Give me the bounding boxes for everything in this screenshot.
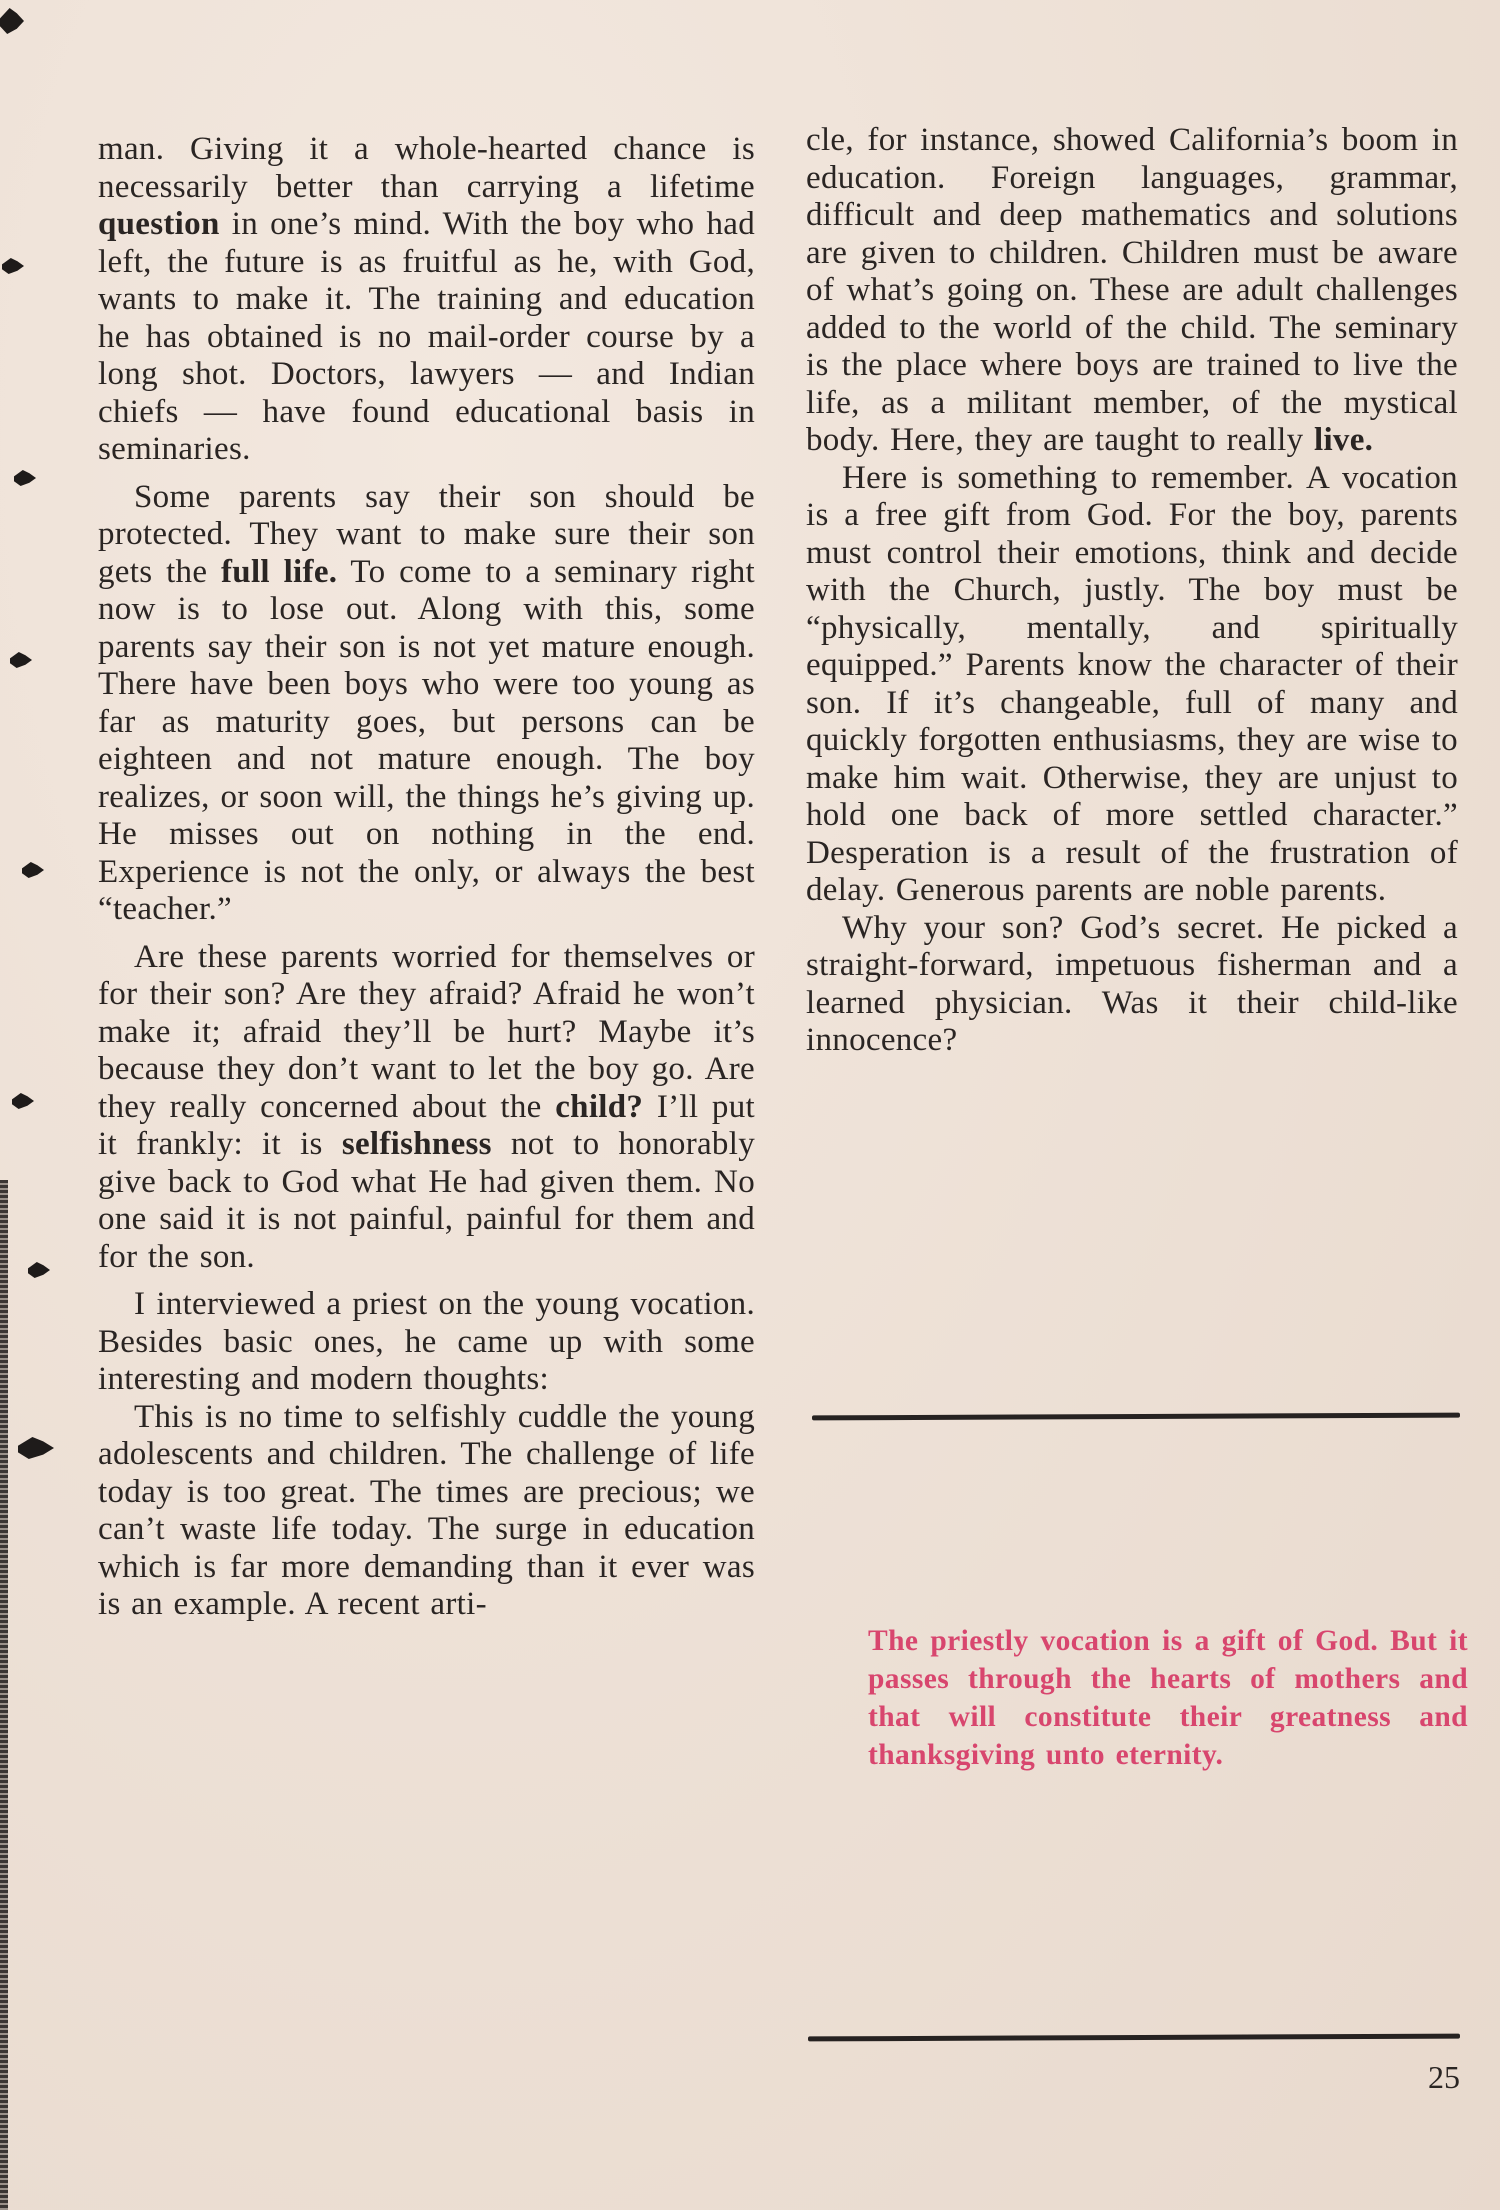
- emphasized-text: selfishness: [341, 1126, 492, 1162]
- article-paragraph: [98, 1286, 755, 1399]
- binding-hole: [22, 862, 44, 878]
- binding-hole: [0, 8, 24, 34]
- binding-hole: [2, 258, 24, 274]
- article-paragraph: [806, 122, 1458, 460]
- emphasized-text: live.: [1314, 422, 1374, 458]
- paragraph-text: Why your son? God’s secret. He picked a straight-forward, impetuous fisherman and a learned physician. Was it their child-like innocence?: [806, 909, 1458, 1058]
- article-paragraph: [98, 131, 755, 469]
- paragraph-text: Here is something to remember. A vocation is a free gift from God. For the boy, parents must control their emotions, think and decide with the Church, justly. The boy must be “physically, mentally, and spiritually equipped.” Parents know the character of their son. If it’s changeable, full of many and quickly forgotten enthusiasms, they are wise to make him wait. Otherwise, they are unjust to hold one back of more settled character.” Desperation is a result of the frustration of delay. Generous parents are noble parents.: [806, 459, 1458, 908]
- paragraph-text: man. Giving it a whole-hearted chance is necessarily better than carrying a lifetime: [98, 131, 755, 205]
- pull-quote-bottom-rule: [808, 2034, 1460, 2042]
- paragraph-text: Some parents say their son should be protected. They want to make sure their son gets the: [98, 478, 755, 590]
- paragraph-text: To come to a seminary right now is to lose out. Along with this, some parents say their son is not yet mature enough. There have been boys who were too young as far as maturity goes, but persons can be eighteen and not mature enough. The boy realizes, or soon will, the things he’s giving up. He misses out on nothing in the end. Experience is not the only, or always the best “teacher.”: [98, 553, 755, 927]
- paragraph-text: I interviewed a priest on the young vocation. Besides basic ones, he came up with some interesting and modern thoughts:: [98, 1286, 755, 1397]
- binding-hole: [10, 652, 32, 668]
- pull-quote: The priestly vocation is a gift of God. But it passes through the hearts of mothers and that will constitute their greatness and thanksgiving unto eternity.: [868, 1625, 1468, 1771]
- article-paragraph: [806, 460, 1458, 910]
- magazine-binding-edge: [0, 0, 10, 2210]
- binding-hole: [28, 1262, 50, 1278]
- binding-hole: [14, 470, 36, 486]
- right-text-column: [806, 122, 1458, 1060]
- article-paragraph: [98, 939, 755, 1277]
- pull-quote-top-rule: [812, 1413, 1460, 1421]
- paragraph-text: not to honorably give back to God what He had given them. No one said it is not painful, painful for them and for the son.: [98, 1126, 755, 1275]
- article-paragraph: [806, 910, 1458, 1060]
- emphasized-text: full life.: [221, 553, 338, 590]
- emphasized-text: child?: [555, 1088, 644, 1125]
- paragraph-text: This is no time to selfishly cuddle the young adolescents and children. The challenge of life today is too great. The times are precious; we can’t waste life today. The surge in education which is far more demanding than it ever was is an example. A recent arti-: [98, 1398, 755, 1622]
- paragraph-text: I’ll put it frankly: it is: [98, 1088, 755, 1162]
- binding-strip: [0, 1180, 8, 2210]
- binding-hole: [12, 1093, 34, 1109]
- paragraph-text: in one’s mind. With the boy who had left, the future is as fruitful as he, with God, wants to make it. The training and education he has obtained is no mail-order course by a long shot. Doctors, lawyers — and Indian chiefs — have found educational basis in seminaries.: [98, 206, 755, 467]
- page-number: 25: [1428, 2059, 1460, 2095]
- article-paragraph: [98, 1399, 755, 1624]
- emphasized-text: question: [98, 206, 220, 242]
- article-paragraph: [98, 479, 755, 929]
- paragraph-text: Are these parents worried for themselves or for their son? Are they afraid? Afraid he won’t make it; afraid they’ll be hurt? Maybe it’s because they don’t want to let the boy go. Are they really concerned about the: [98, 938, 755, 1125]
- binding-hole: [18, 1437, 54, 1459]
- paragraph-text: cle, for instance, showed California’s boom in education. Foreign languages, grammar, difficult and deep mathematics and solutions are given to children. Children must be aware of what’s going on. These are adult challenges added to the world of the child. The seminary is the place where boys are trained to live the life, as a militant member, of the mystical body. Here, they are taught to really: [806, 122, 1458, 458]
- left-text-column: [98, 131, 755, 1624]
